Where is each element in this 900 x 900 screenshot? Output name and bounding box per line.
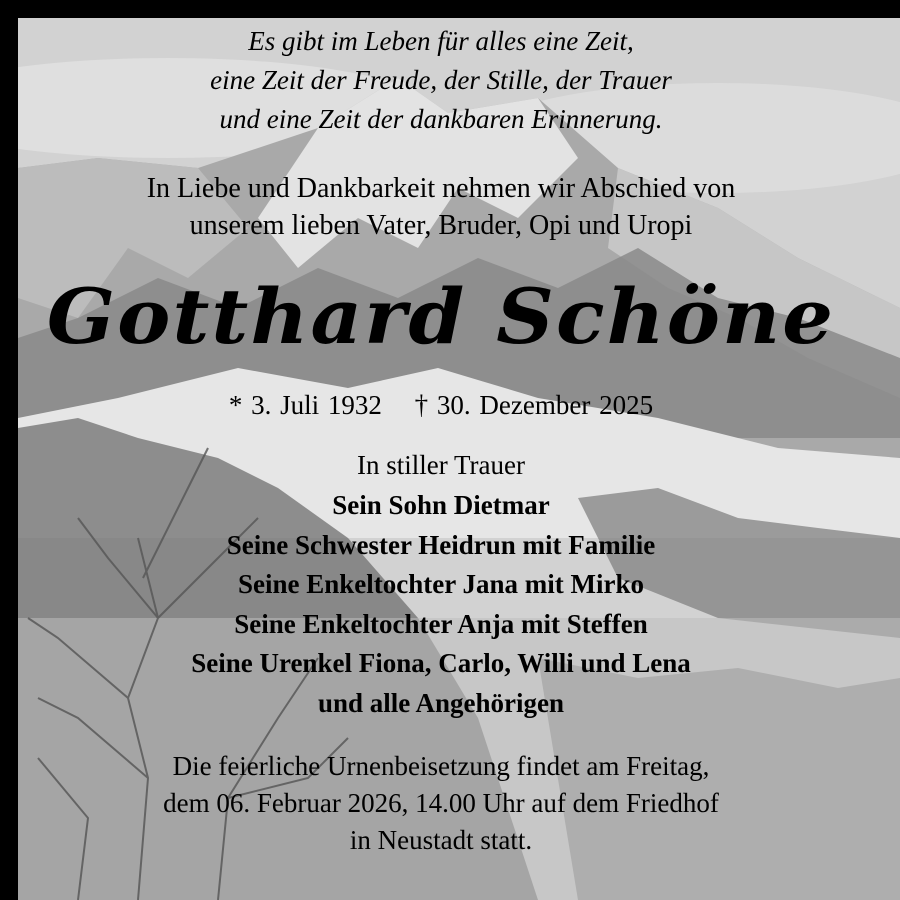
intro-line: In Liebe und Dankbarkeit nehmen wir Abschied von (146, 173, 736, 204)
funeral-notice (0, 748, 882, 859)
quote-line: eine Zeit der Freude, der Stille, der Trauer (210, 65, 672, 95)
mourning-heading: In stiller Trauer (357, 450, 525, 480)
farewell-intro (0, 170, 882, 244)
mourners-list (0, 486, 882, 723)
intro-line: unserem lieben Vater, Bruder, Opi und Uropi (189, 210, 693, 241)
life-dates (0, 385, 882, 425)
mourner-line: Sein Sohn Dietmar (332, 490, 550, 520)
funeral-line: dem 06. Februar 2026, 14.00 Uhr auf dem Friedhof (163, 788, 719, 818)
mourner-line: Seine Enkeltochter Anja mit Steffen (234, 608, 648, 639)
quote-line: Es gibt im Leben für alles eine Zeit, (248, 26, 634, 56)
mourner-line: Seine Schwester Heidrun mit Familie (226, 529, 656, 560)
deceased-name: Gotthard Schöne (46, 272, 836, 361)
birth-date: * 3. Juli 1932 (228, 390, 382, 420)
mourner-line: Seine Urenkel Fiona, Carlo, Willi und Lena (191, 648, 691, 678)
mourner-line: Seine Enkeltochter Jana mit Mirko (238, 569, 644, 599)
funeral-line: Die feierliche Urnenbeisetzung findet am Freitag, (172, 751, 710, 781)
quote (0, 22, 882, 139)
death-date: † 30. Dezember 2025 (414, 390, 654, 420)
quote-line: und eine Zeit der dankbaren Erinnerung. (219, 104, 663, 134)
funeral-line: in Neustadt statt. (349, 825, 533, 855)
mourner-line: und alle Angehörigen (317, 687, 565, 718)
